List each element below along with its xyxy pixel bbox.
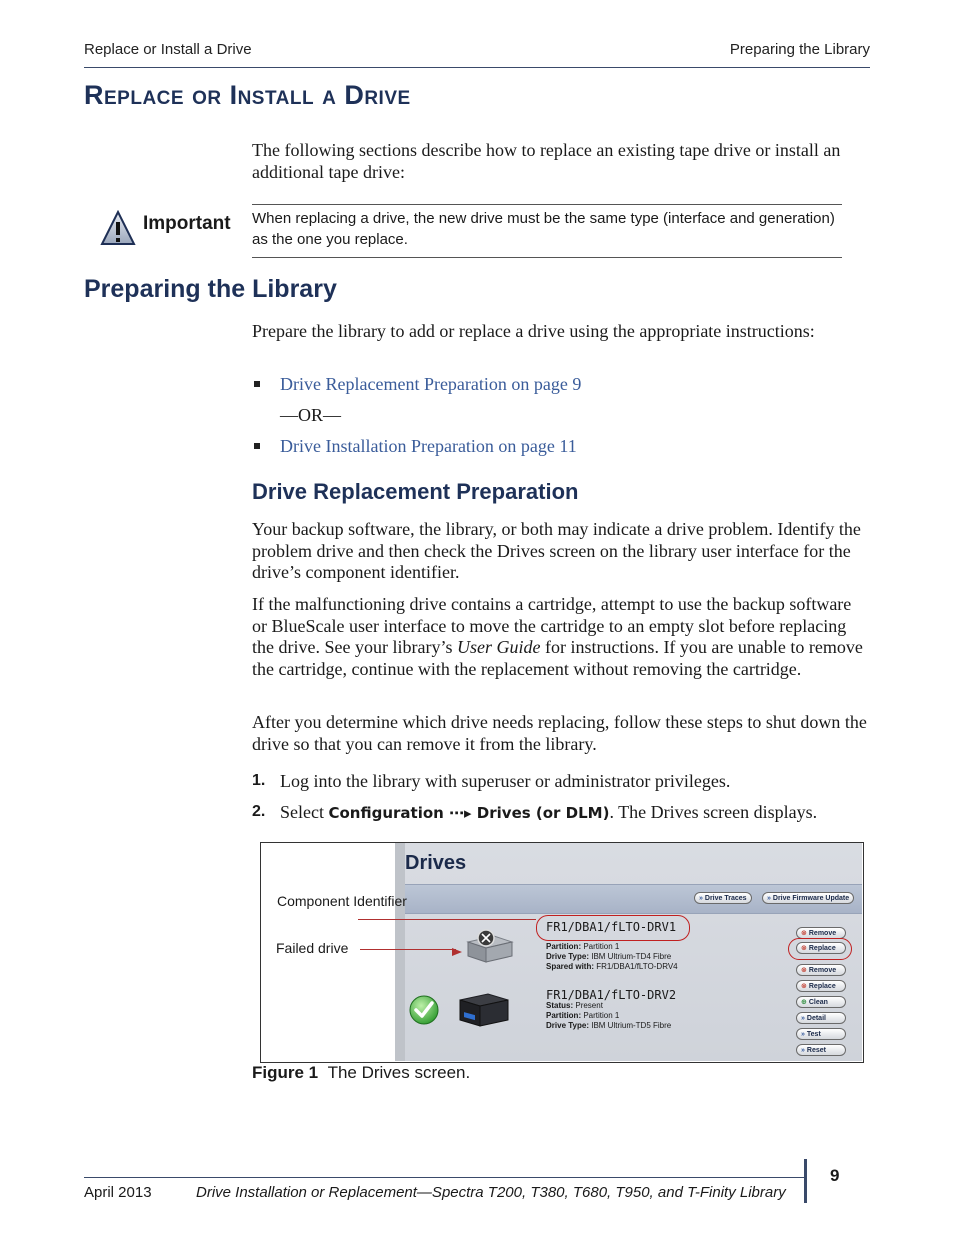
paragraph-2: If the malfunctioning drive contains a cartridge, attempt to use the backup software or BlueScale user interface to move the cartridge to an empty slot before replacing the drive. See your library’s User Guide for instructions. If you are unable to remove the cartridge, continue with the replacement without removing the cartridge.	[252, 594, 863, 679]
section-intro: Prepare the library to add or replace a drive using the appropriate instructions:	[252, 321, 815, 341]
drive-1-spared: Spared with: FR1/DBA1/fLTO-DRV4	[546, 962, 678, 971]
bullet-marker	[254, 443, 260, 449]
header-rule	[84, 67, 870, 68]
drive-2-partition: Partition: Partition 1	[546, 1011, 620, 1020]
callout-line	[358, 919, 536, 920]
drive-2-icon	[456, 988, 512, 1030]
important-text: When replacing a drive, the new drive must be the same type (interface and generation) as the one you replace.	[252, 210, 835, 248]
step-2-text: Select Configuration ⋯▸ Drives (or DLM). The Drives screen displays.	[280, 802, 818, 822]
drive-2-remove-button[interactable]: ⊗ Remove	[796, 964, 846, 976]
drives-screen-title: Drives	[405, 852, 467, 874]
step-number: 1.	[252, 772, 266, 789]
drive-2-test-button[interactable]: » Test	[796, 1028, 846, 1040]
arrowhead-icon	[452, 944, 462, 954]
component-identifier-callout: Component Identifier	[277, 893, 407, 909]
link-drive-installation[interactable]: Drive Installation Preparation on page 11	[280, 436, 577, 456]
subsection-heading: Drive Replacement Preparation	[252, 479, 579, 504]
check-icon	[408, 994, 440, 1026]
figure-caption: Figure 1 The Drives screen.	[252, 1063, 471, 1082]
drive-2-reset-button[interactable]: » Reset	[796, 1044, 846, 1056]
paragraph-1: Your backup software, the library, or both may indicate a drive problem. Identify the problem drive and then check the Drives screen on the library user interface for the drive’s component identifier.	[252, 519, 861, 583]
bullet-marker	[254, 381, 260, 387]
footer-rule	[84, 1177, 804, 1178]
running-header-left: Replace or Install a Drive	[84, 41, 252, 58]
failed-drive-icon	[464, 928, 516, 968]
drive-1-partition: Partition: Partition 1	[546, 942, 620, 951]
drive-traces-button[interactable]: » Drive Traces	[694, 892, 752, 904]
paragraph-3: After you determine which drive needs replacing, follow these steps to shut down the drive so that you can remove it from the library.	[252, 712, 867, 754]
running-header-right: Preparing the Library	[729, 41, 870, 58]
user-guide-title: User Guide	[456, 637, 541, 658]
callout-line	[360, 949, 456, 950]
drive-2-detail-button[interactable]: » Detail	[796, 1012, 846, 1024]
drive-2-clean-button[interactable]: ⊕ Clean	[796, 996, 846, 1008]
link-drive-replacement[interactable]: Drive Replacement Preparation on page 9	[280, 374, 582, 394]
intro-paragraph: The following sections describe how to replace an existing tape drive or install an additional tape drive:	[252, 140, 841, 182]
page-number: 9	[830, 1166, 840, 1185]
drive-2-status: Status: Present	[546, 1001, 603, 1010]
drive-1-replace-button[interactable]: ⊗ Replace	[796, 942, 846, 954]
important-bottom-rule	[252, 257, 842, 258]
page-title: Replace or Install a Drive	[84, 80, 411, 110]
drives-screen-edge	[395, 843, 405, 1061]
drive-1-name: FR1/DBA1/fLTO-DRV1	[546, 920, 677, 934]
menu-path: Configuration ⋯▸ Drives (or DLM)	[328, 804, 610, 822]
drive-firmware-update-button[interactable]: » Drive Firmware Update	[762, 892, 854, 904]
footer-title: Drive Installation or Replacement—Spectra T200, T380, T680, T950, and T-Finity Library	[196, 1184, 786, 1201]
drive-1-type: Drive Type: IBM Ultrium-TD4 Fibre	[546, 952, 672, 961]
step-1-text: Log into the library with superuser or administrator privileges.	[280, 771, 731, 791]
or-separator: —OR—	[280, 405, 342, 425]
warning-triangle-icon	[100, 210, 136, 246]
section-heading: Preparing the Library	[84, 275, 337, 303]
important-top-rule	[252, 204, 842, 205]
drive-2-name: FR1/DBA1/fLTO-DRV2	[546, 988, 677, 1002]
drive-2-replace-button[interactable]: ⊗ Replace	[796, 980, 846, 992]
drive-1-remove-button[interactable]: ⊗ Remove	[796, 927, 846, 939]
step-number: 2.	[252, 803, 266, 820]
footer-date: April 2013	[84, 1184, 152, 1201]
drive-2-type: Drive Type: IBM Ultrium-TD5 Fibre	[546, 1021, 672, 1030]
footer-vertical-rule	[804, 1159, 807, 1203]
failed-drive-callout: Failed drive	[276, 940, 349, 956]
important-label: Important	[143, 213, 231, 234]
